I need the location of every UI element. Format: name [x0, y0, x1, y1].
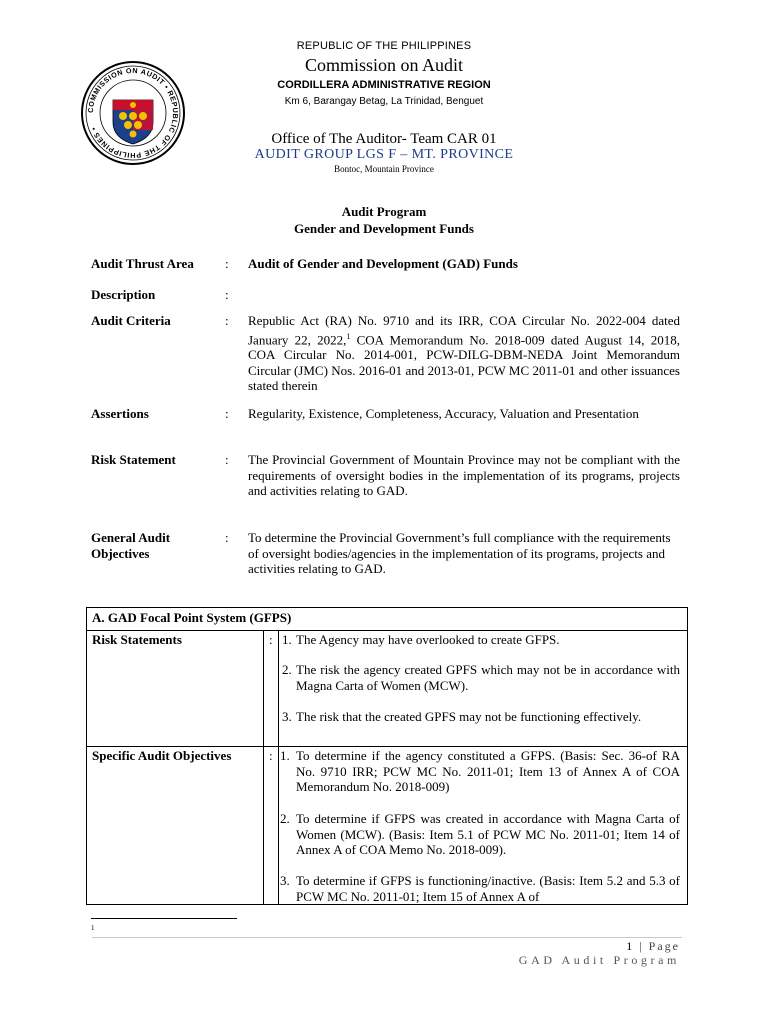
specific-objectives-label: Specific Audit Objectives [92, 748, 232, 763]
table-divider [87, 746, 687, 747]
table-column-divider [278, 630, 279, 904]
general-objectives-label-line1: General Audit [91, 530, 171, 545]
colon: : [225, 313, 229, 328]
list-text: To determine if GFPS was created in accordance with Magna Carta of Women (MCW). (Basis: Item 5.1 of PCW MC No. 2011-01; Item 14 of Annex A of COA Memo No. 2018-009). [296, 811, 680, 857]
risk-statements-label: Risk Statements [92, 632, 182, 647]
colon: : [269, 748, 273, 763]
auditor-office: Office of The Auditor- Team CAR 01 [271, 131, 497, 147]
group-location: Bontoc, Mountain Province [334, 164, 434, 174]
audit-group: AUDIT GROUP LGS F – MT. PROVINCE [254, 147, 514, 162]
list-item [282, 662, 680, 693]
colon: : [225, 452, 229, 467]
criteria-text-a: Republic Act (RA) No. 9710 and its IRR, COA Circular No. 2022-004 dated January 22, 2022, [248, 313, 680, 347]
page-separator: | [634, 939, 649, 953]
colon: : [225, 530, 229, 545]
document-title: Audit Program [341, 204, 427, 219]
colon: : [225, 406, 229, 421]
footer-rule [92, 937, 682, 938]
list-number: 1. [280, 748, 290, 763]
list-text: To determine if GFPS is functioning/inactive. (Basis: Item 5.2 and 5.3 of PCW MC No. 2011-01; Item 15 of Annex A of [296, 873, 680, 904]
list-number: 2. [280, 811, 290, 826]
region-heading: CORDILLERA ADMINISTRATIVE REGION [277, 79, 491, 91]
list-item [282, 709, 680, 725]
list-item [282, 632, 680, 648]
list-text: The risk the agency created GPFS which may not be in accordance with Magna Carta of Women (MCW). [296, 662, 680, 693]
assertions-value: Regularity, Existence, Completeness, Accuracy, Valuation and Presentation [248, 406, 639, 421]
commission-heading: Commission on Audit [304, 55, 464, 75]
list-number: 3. [280, 873, 290, 888]
list-text: The risk that the created GPFS may not be functioning effectively. [296, 709, 642, 724]
footnote-separator [91, 918, 237, 919]
audit-criteria-value [248, 313, 680, 394]
gfps-table [86, 607, 688, 905]
list-number: 1. [282, 632, 292, 647]
table-divider [87, 630, 687, 631]
audit-criteria-label: Audit Criteria [91, 313, 171, 328]
list-text: The Agency may have overlooked to create GFPS. [296, 632, 560, 647]
list-item [280, 748, 680, 795]
list-number: 2. [282, 662, 292, 677]
colon: : [225, 287, 229, 302]
footnote-ref[interactable]: 1 [346, 331, 351, 341]
risk-statement-value: The Provincial Government of Mountain Province may not be compliant with the requirements of oversight bodies in the implementation of its programs, projects and activities relating to GAD. [248, 452, 680, 498]
office-address: Km 6, Barangay Betag, La Trinidad, Benguet [284, 96, 484, 107]
list-item [280, 811, 680, 858]
page-word: Page [648, 939, 680, 953]
criteria-text-b: COA Memorandum No. 2018-009 dated August 14, 2018, COA Circular No. 2014-001, PCW-DILG-DBM-NEDA Joint Memorandum Circular (JMC) Nos. 2016-01 and 2013-01, PCW MC 2011-01 and other issuances stated therein [248, 331, 680, 394]
footnote-mark: 1 [91, 924, 95, 932]
risk-statement-label: Risk Statement [91, 452, 176, 467]
list-number: 3. [282, 709, 292, 724]
page-num-value: 1 [626, 939, 635, 953]
page-number [626, 939, 680, 954]
footer-document-title: GAD Audit Program [518, 953, 680, 967]
general-objectives-label-line2: Objectives [91, 546, 150, 561]
seal-text: COMMISSION ON AUDIT • REPUBLIC OF THE PHILIPPINES • [85, 65, 181, 161]
colon: : [269, 632, 273, 647]
thrust-area-value: Audit of Gender and Development (GAD) Funds [248, 256, 518, 271]
table-column-divider [263, 630, 264, 904]
general-objectives-value: To determine the Provincial Government’s full compliance with the requirements of oversight bodies/agencies in the implementation of its programs, projects and activities relating to GAD. [248, 530, 671, 576]
republic-heading: REPUBLIC OF THE PHILIPPINES [296, 40, 472, 52]
list-item [280, 873, 680, 904]
assertions-label: Assertions [91, 406, 149, 421]
colon: : [225, 256, 229, 271]
list-text: To determine if the agency constituted a GFPS. (Basis: Sec. 36-of RA No. 9710 IRR; PCW MC No. 2011-01; Item 13 of Annex A of COA Memorandum No. 2018-009) [296, 748, 680, 794]
description-label: Description [91, 287, 156, 302]
table-heading: A. GAD Focal Point System (GFPS) [92, 610, 292, 625]
thrust-area-label: Audit Thrust Area [91, 256, 194, 271]
document-subtitle: Gender and Development Funds [294, 221, 474, 236]
